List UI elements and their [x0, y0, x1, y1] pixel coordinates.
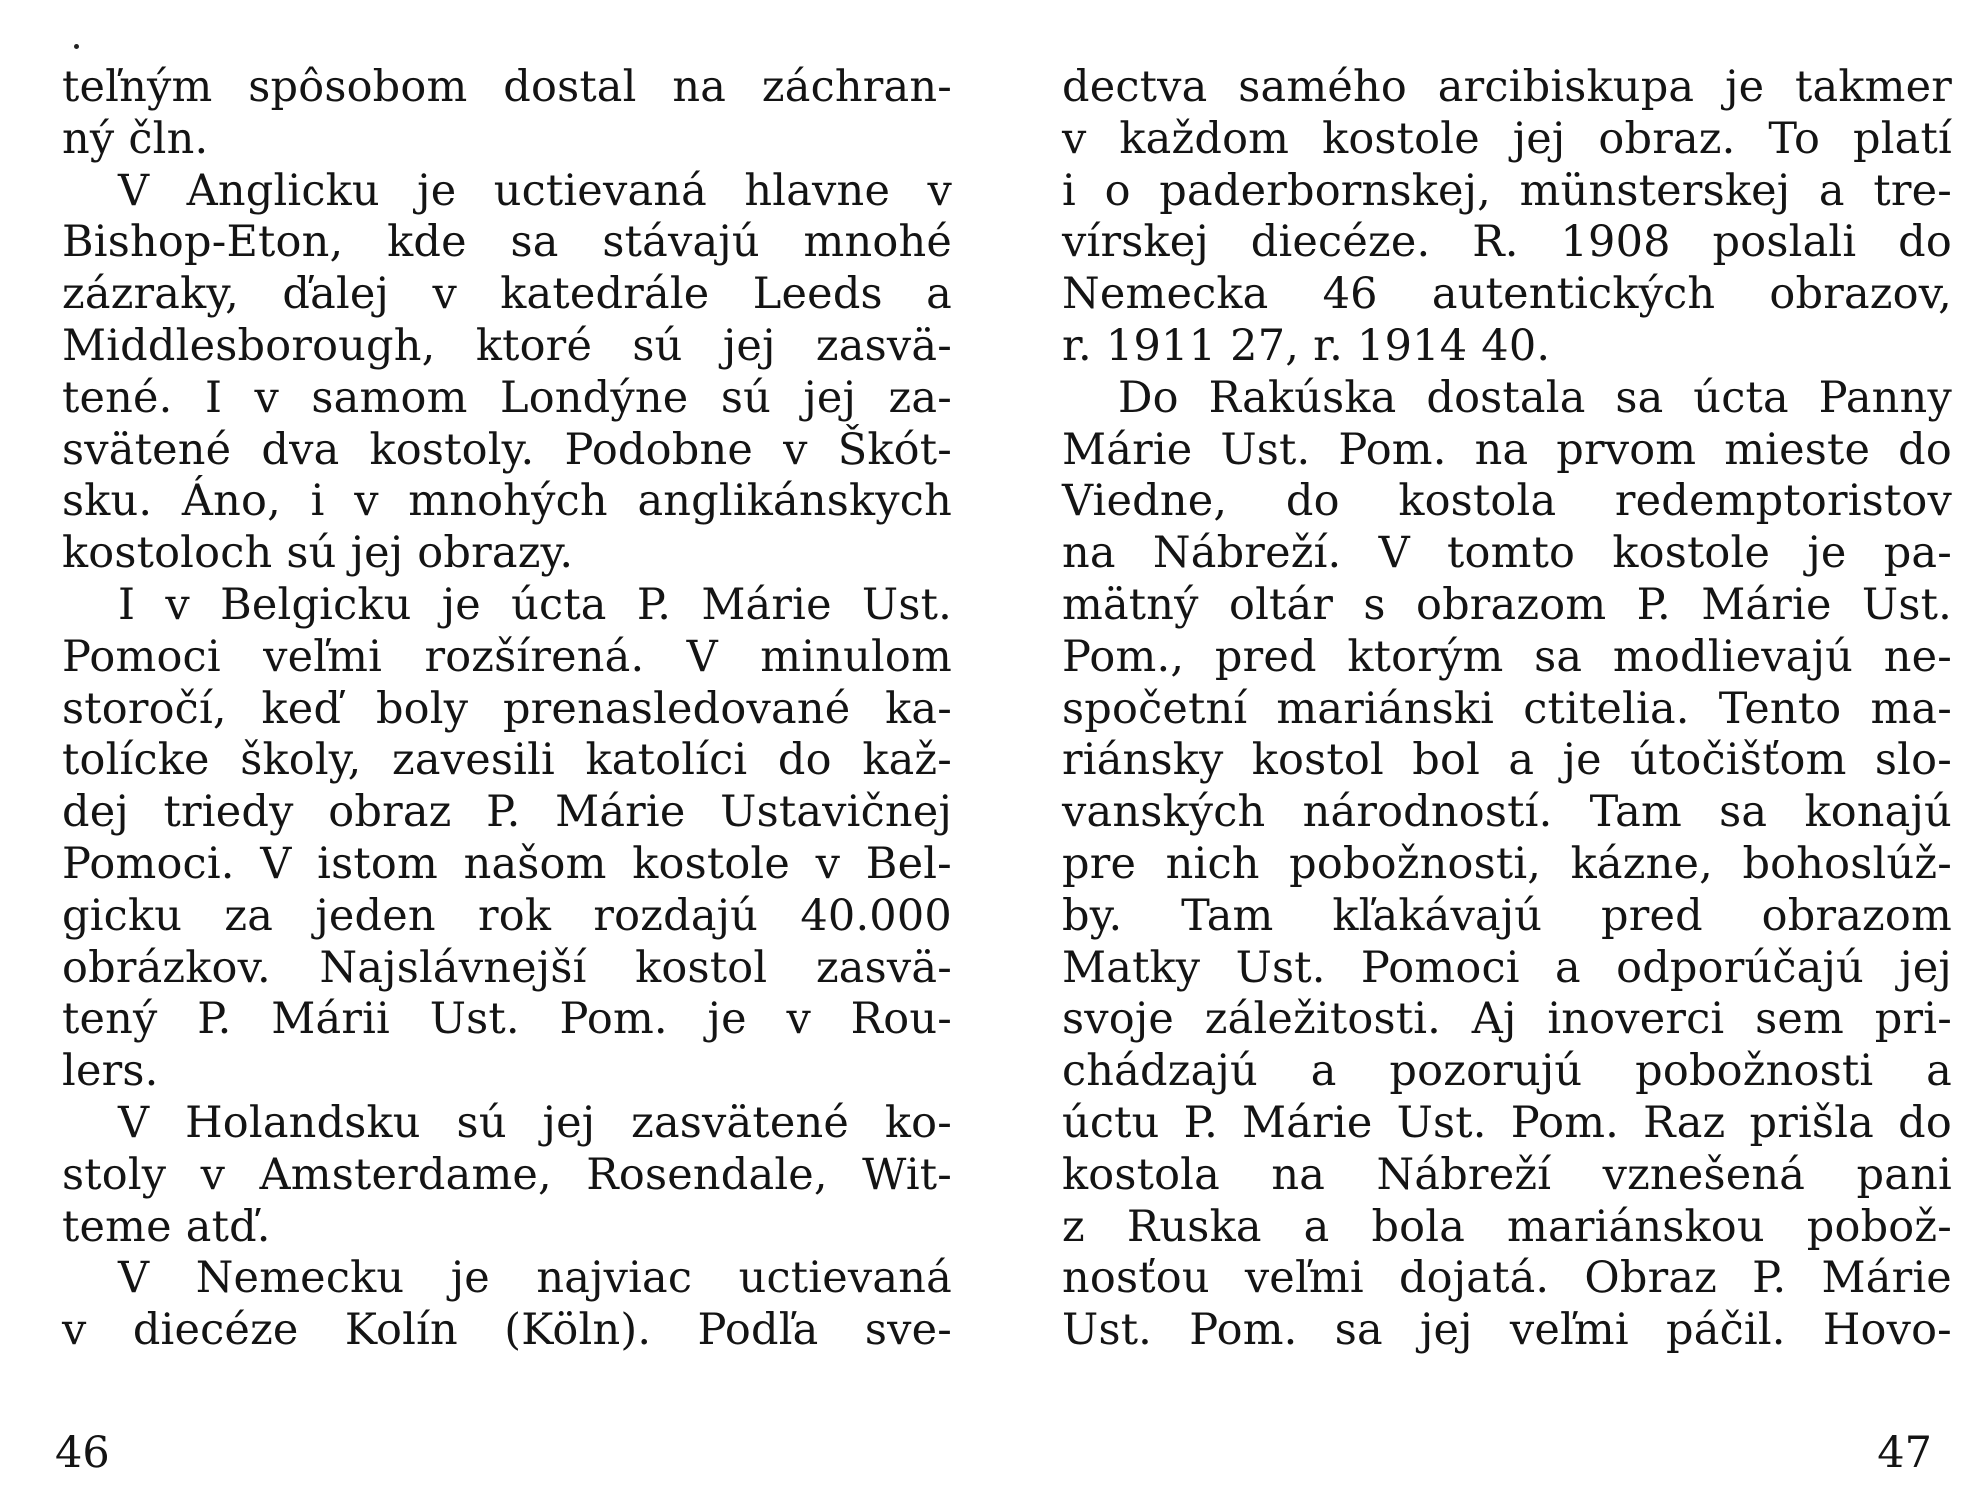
text-line: V Anglicku je uctievaná hlavne v: [118, 165, 952, 216]
text-line: ný čln.: [62, 113, 209, 164]
text-line: Pom., pred ktorým sa modlievajú ne-: [1062, 631, 1952, 682]
text-line: kostoloch sú jej obrazy.: [62, 528, 574, 579]
print-speck: [74, 44, 79, 49]
text-line: úctu P. Márie Ust. Pom. Raz prišla do: [1062, 1097, 1952, 1148]
text-line: svätené dva kostoly. Podobne v Škót-: [62, 424, 952, 475]
text-line: Middlesborough, ktoré sú jej zasvä-: [62, 320, 952, 371]
text-line: vírskej diecéze. R. 1908 poslali do: [1062, 217, 1952, 268]
text-line: I v Belgicku je úcta P. Márie Ust.: [118, 579, 952, 630]
text-line: lers.: [62, 1046, 159, 1097]
text-line: na Nábreží. V tomto kostole je pa-: [1062, 528, 1952, 579]
text-line: vanských národností. Tam sa konajú: [1062, 787, 1952, 838]
text-line: sku. Áno, i v mnohých anglikánskych: [62, 476, 952, 527]
text-line: tený P. Márii Ust. Pom. je v Rou-: [62, 994, 952, 1045]
text-line: tené. I v samom Londýne sú jej za-: [62, 372, 952, 423]
text-line: Pomoci. V istom našom kostole v Bel-: [62, 838, 952, 889]
text-line: Do Rakúska dostala sa úcta Panny: [1118, 372, 1952, 423]
right-page-text: [1062, 62, 1952, 1357]
text-line: V Nemecku je najviac uctievaná: [118, 1253, 952, 1304]
text-line: Ust. Pom. sa jej veľmi páčil. Hovo-: [1062, 1305, 1952, 1356]
text-line: riánsky kostol bol a je útočišťom slo-: [1062, 735, 1952, 786]
text-line: obrázkov. Najslávnejší kostol zasvä-: [62, 942, 952, 993]
text-line: Márie Ust. Pom. na prvom mieste do: [1062, 424, 1952, 475]
text-line: Pomoci veľmi rozšírená. V minulom: [62, 631, 952, 682]
text-line: dej triedy obraz P. Márie Ustavičnej: [62, 787, 952, 838]
text-line: teľným spôsobom dostal na záchran-: [62, 62, 952, 112]
text-line: zázraky, ďalej v katedrále Leeds a: [62, 269, 952, 320]
page-number-right: 47: [1877, 1428, 1932, 1478]
text-line: by. Tam kľakávajú pred obrazom: [1062, 890, 1952, 941]
text-line: dectva samého arcibiskupa je takmer: [1062, 62, 1952, 112]
text-line: spočetní mariánski ctitelia. Tento ma-: [1062, 683, 1952, 734]
text-line: Bishop-Eton, kde sa stávajú mnohé: [62, 217, 952, 268]
text-line: Matky Ust. Pomoci a odporúčajú jej: [1062, 942, 1952, 993]
text-line: tolícke školy, zavesili katolíci do kaž-: [62, 735, 952, 786]
text-line: r. 1911 27, r. 1914 40.: [1062, 320, 1551, 371]
text-line: gicku za jeden rok rozdajú 40.000: [62, 890, 952, 941]
text-line: teme atď.: [62, 1201, 271, 1252]
text-line: svoje záležitosti. Aj inoverci sem pri-: [1062, 994, 1952, 1045]
text-line: pre nich pobožnosti, kázne, bohoslúž-: [1062, 838, 1952, 889]
text-line: chádzajú a pozorujú pobožnosti a: [1062, 1046, 1952, 1097]
text-line: Nemecka 46 autentických obrazov,: [1062, 269, 1952, 320]
text-line: nosťou veľmi dojatá. Obraz P. Márie: [1062, 1253, 1952, 1304]
text-line: i o paderbornskej, münsterskej a tre-: [1062, 165, 1952, 216]
left-page-text: [62, 62, 952, 1357]
text-line: Viedne, do kostola redemptoristov: [1062, 476, 1952, 527]
text-line: kostola na Nábreží vznešená pani: [1062, 1149, 1952, 1200]
page-number-left: 46: [55, 1428, 110, 1478]
text-line: storočí, keď boly prenasledované ka-: [62, 683, 952, 734]
text-line: z Ruska a bola mariánskou pobož-: [1062, 1201, 1952, 1252]
text-line: V Holandsku sú jej zasvätené ko-: [118, 1097, 952, 1148]
text-line: v každom kostole jej obraz. To platí: [1062, 113, 1952, 164]
text-line: v diecéze Kolín (Köln). Podľa sve-: [62, 1305, 952, 1356]
text-line: stoly v Amsterdame, Rosendale, Wit-: [62, 1149, 952, 1200]
text-line: mätný oltár s obrazom P. Márie Ust.: [1062, 579, 1952, 630]
